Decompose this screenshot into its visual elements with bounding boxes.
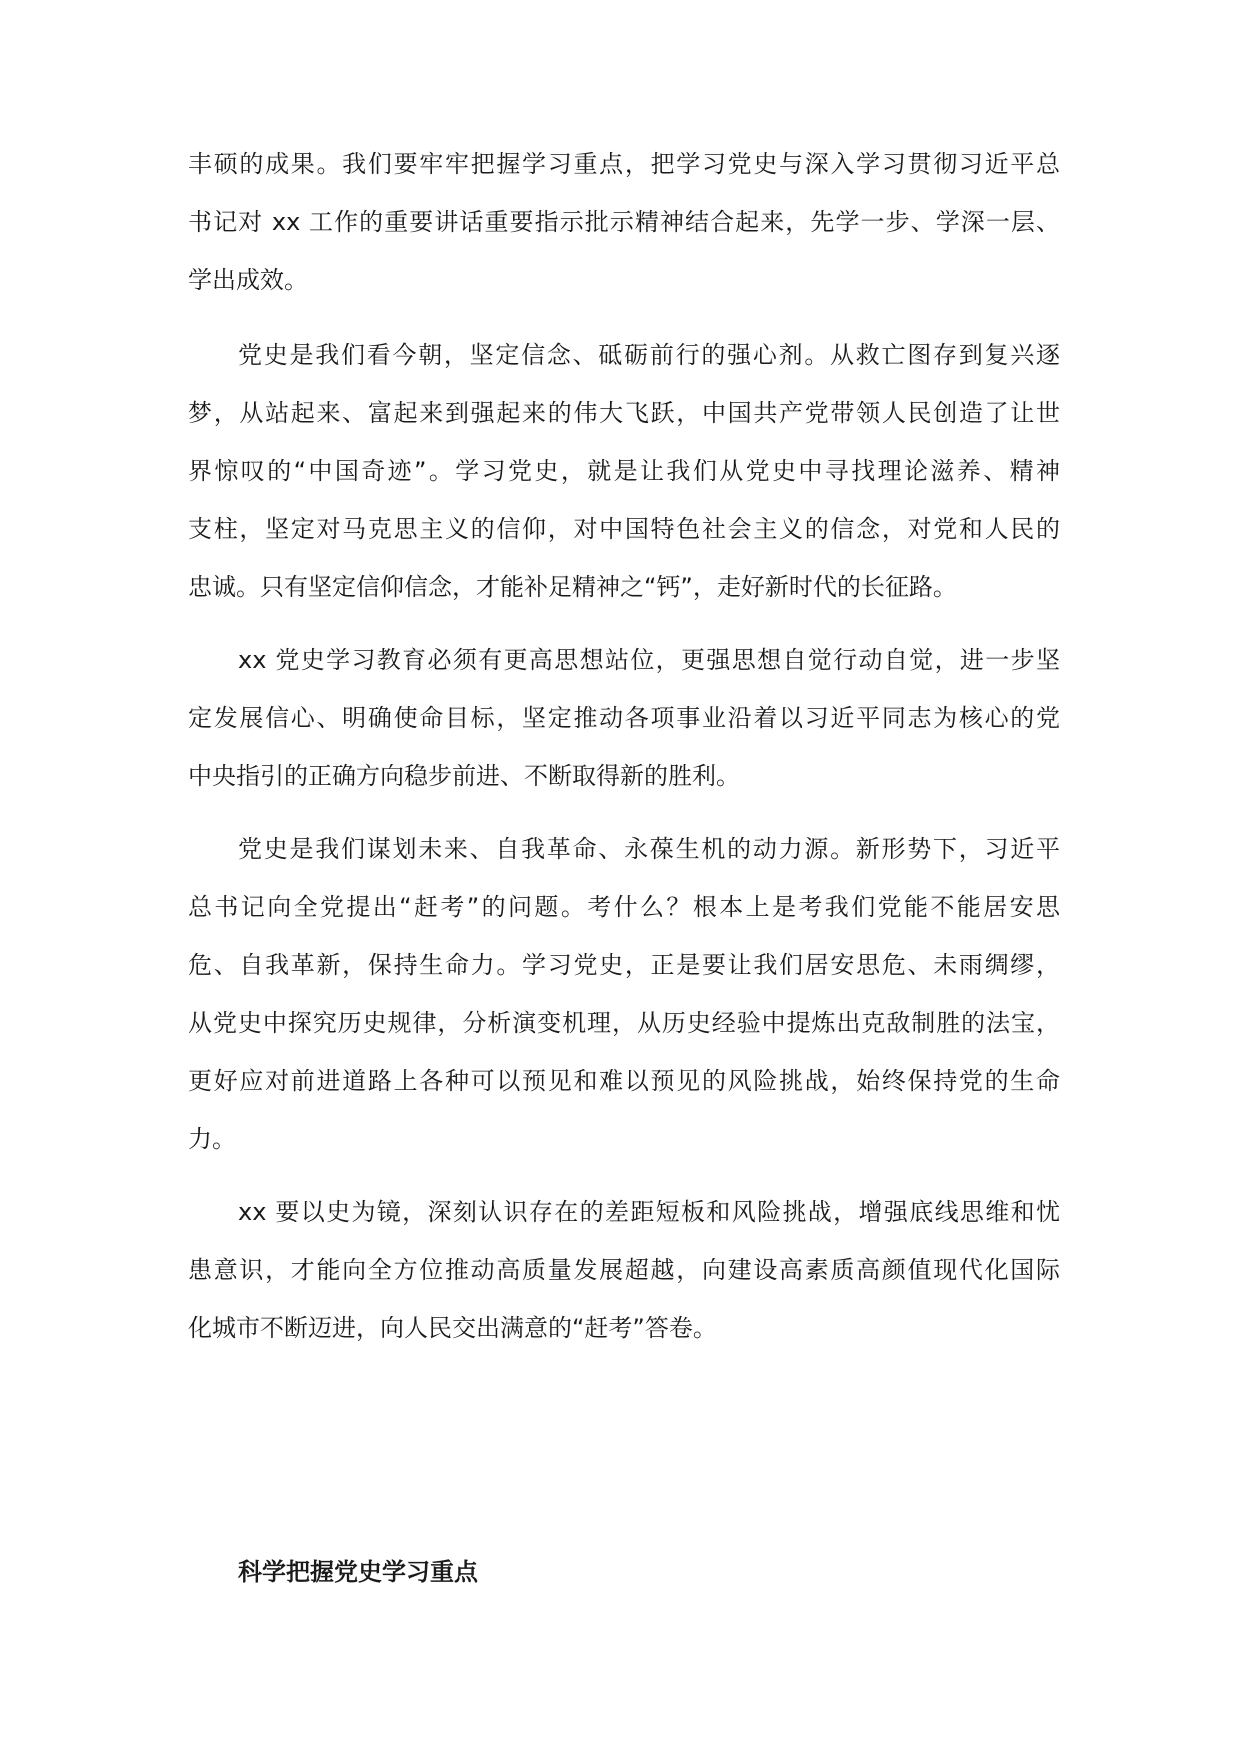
paragraph-line: 定发展信心、明确使命目标，坚定推动各项事业沿着以习近平同志为核心的党 — [188, 704, 1060, 732]
section-heading: 科学把握党史学习重点 — [238, 1558, 478, 1586]
paragraph-line: 力。 — [188, 1125, 236, 1153]
paragraph-line: 丰硕的成果。我们要牢牢把握学习重点，把学习党史与深入学习贯彻习近平总 — [188, 150, 1060, 178]
paragraph-line: 党史是我们看今朝，坚定信念、砥砺前行的强心剂。从救亡图存到复兴逐 — [238, 341, 1060, 369]
paragraph-line: xx 要以史为镜，深刻认识存在的差距短板和风险挑战，增强底线思维和忧 — [238, 1198, 1060, 1226]
paragraph-line: 危、自我革新，保持生命力。学习党史，正是要让我们居安思危、未雨绸缪， — [188, 951, 1060, 979]
paragraph-line: 支柱，坚定对马克思主义的信仰，对中国特色社会主义的信念，对党和人民的 — [188, 515, 1060, 543]
paragraph-line: 梦，从站起来、富起来到强起来的伟大飞跃，中国共产党带领人民创造了让世 — [188, 399, 1060, 427]
paragraph-line: 更好应对前进道路上各种可以预见和难以预见的风险挑战，始终保持党的生命 — [188, 1067, 1060, 1095]
paragraph-line: 书记对 xx 工作的重要讲话重要指示批示精神结合起来，先学一步、学深一层、 — [188, 208, 1060, 236]
paragraph-line: 患意识，才能向全方位推动高质量发展超越，向建设高素质高颜值现代化国际 — [188, 1256, 1060, 1284]
paragraph-line: 从党史中探究历史规律，分析演变机理，从历史经验中提炼出克敌制胜的法宝， — [188, 1009, 1060, 1037]
paragraph-line: 总书记向全党提出“赶考”的问题。考什么？根本上是考我们党能不能居安思 — [188, 893, 1060, 921]
paragraph-line: 党史是我们谋划未来、自我革命、永葆生机的动力源。新形势下，习近平 — [238, 835, 1060, 863]
paragraph-line: 学出成效。 — [188, 266, 308, 294]
paragraph-line: 忠诚。只有坚定信仰信念，才能补足精神之“钙”，走好新时代的长征路。 — [188, 573, 957, 601]
paragraph-line: 化城市不断迈进，向人民交出满意的“赶考”答卷。 — [188, 1314, 717, 1342]
paragraph-line: 中央指引的正确方向稳步前进、不断取得新的胜利。 — [188, 762, 740, 790]
paragraph-line: 界惊叹的“中国奇迹”。学习党史，就是让我们从党史中寻找理论滋养、精神 — [188, 457, 1060, 485]
paragraph-line: xx 党史学习教育必须有更高思想站位，更强思想自觉行动自觉，进一步坚 — [238, 646, 1060, 674]
